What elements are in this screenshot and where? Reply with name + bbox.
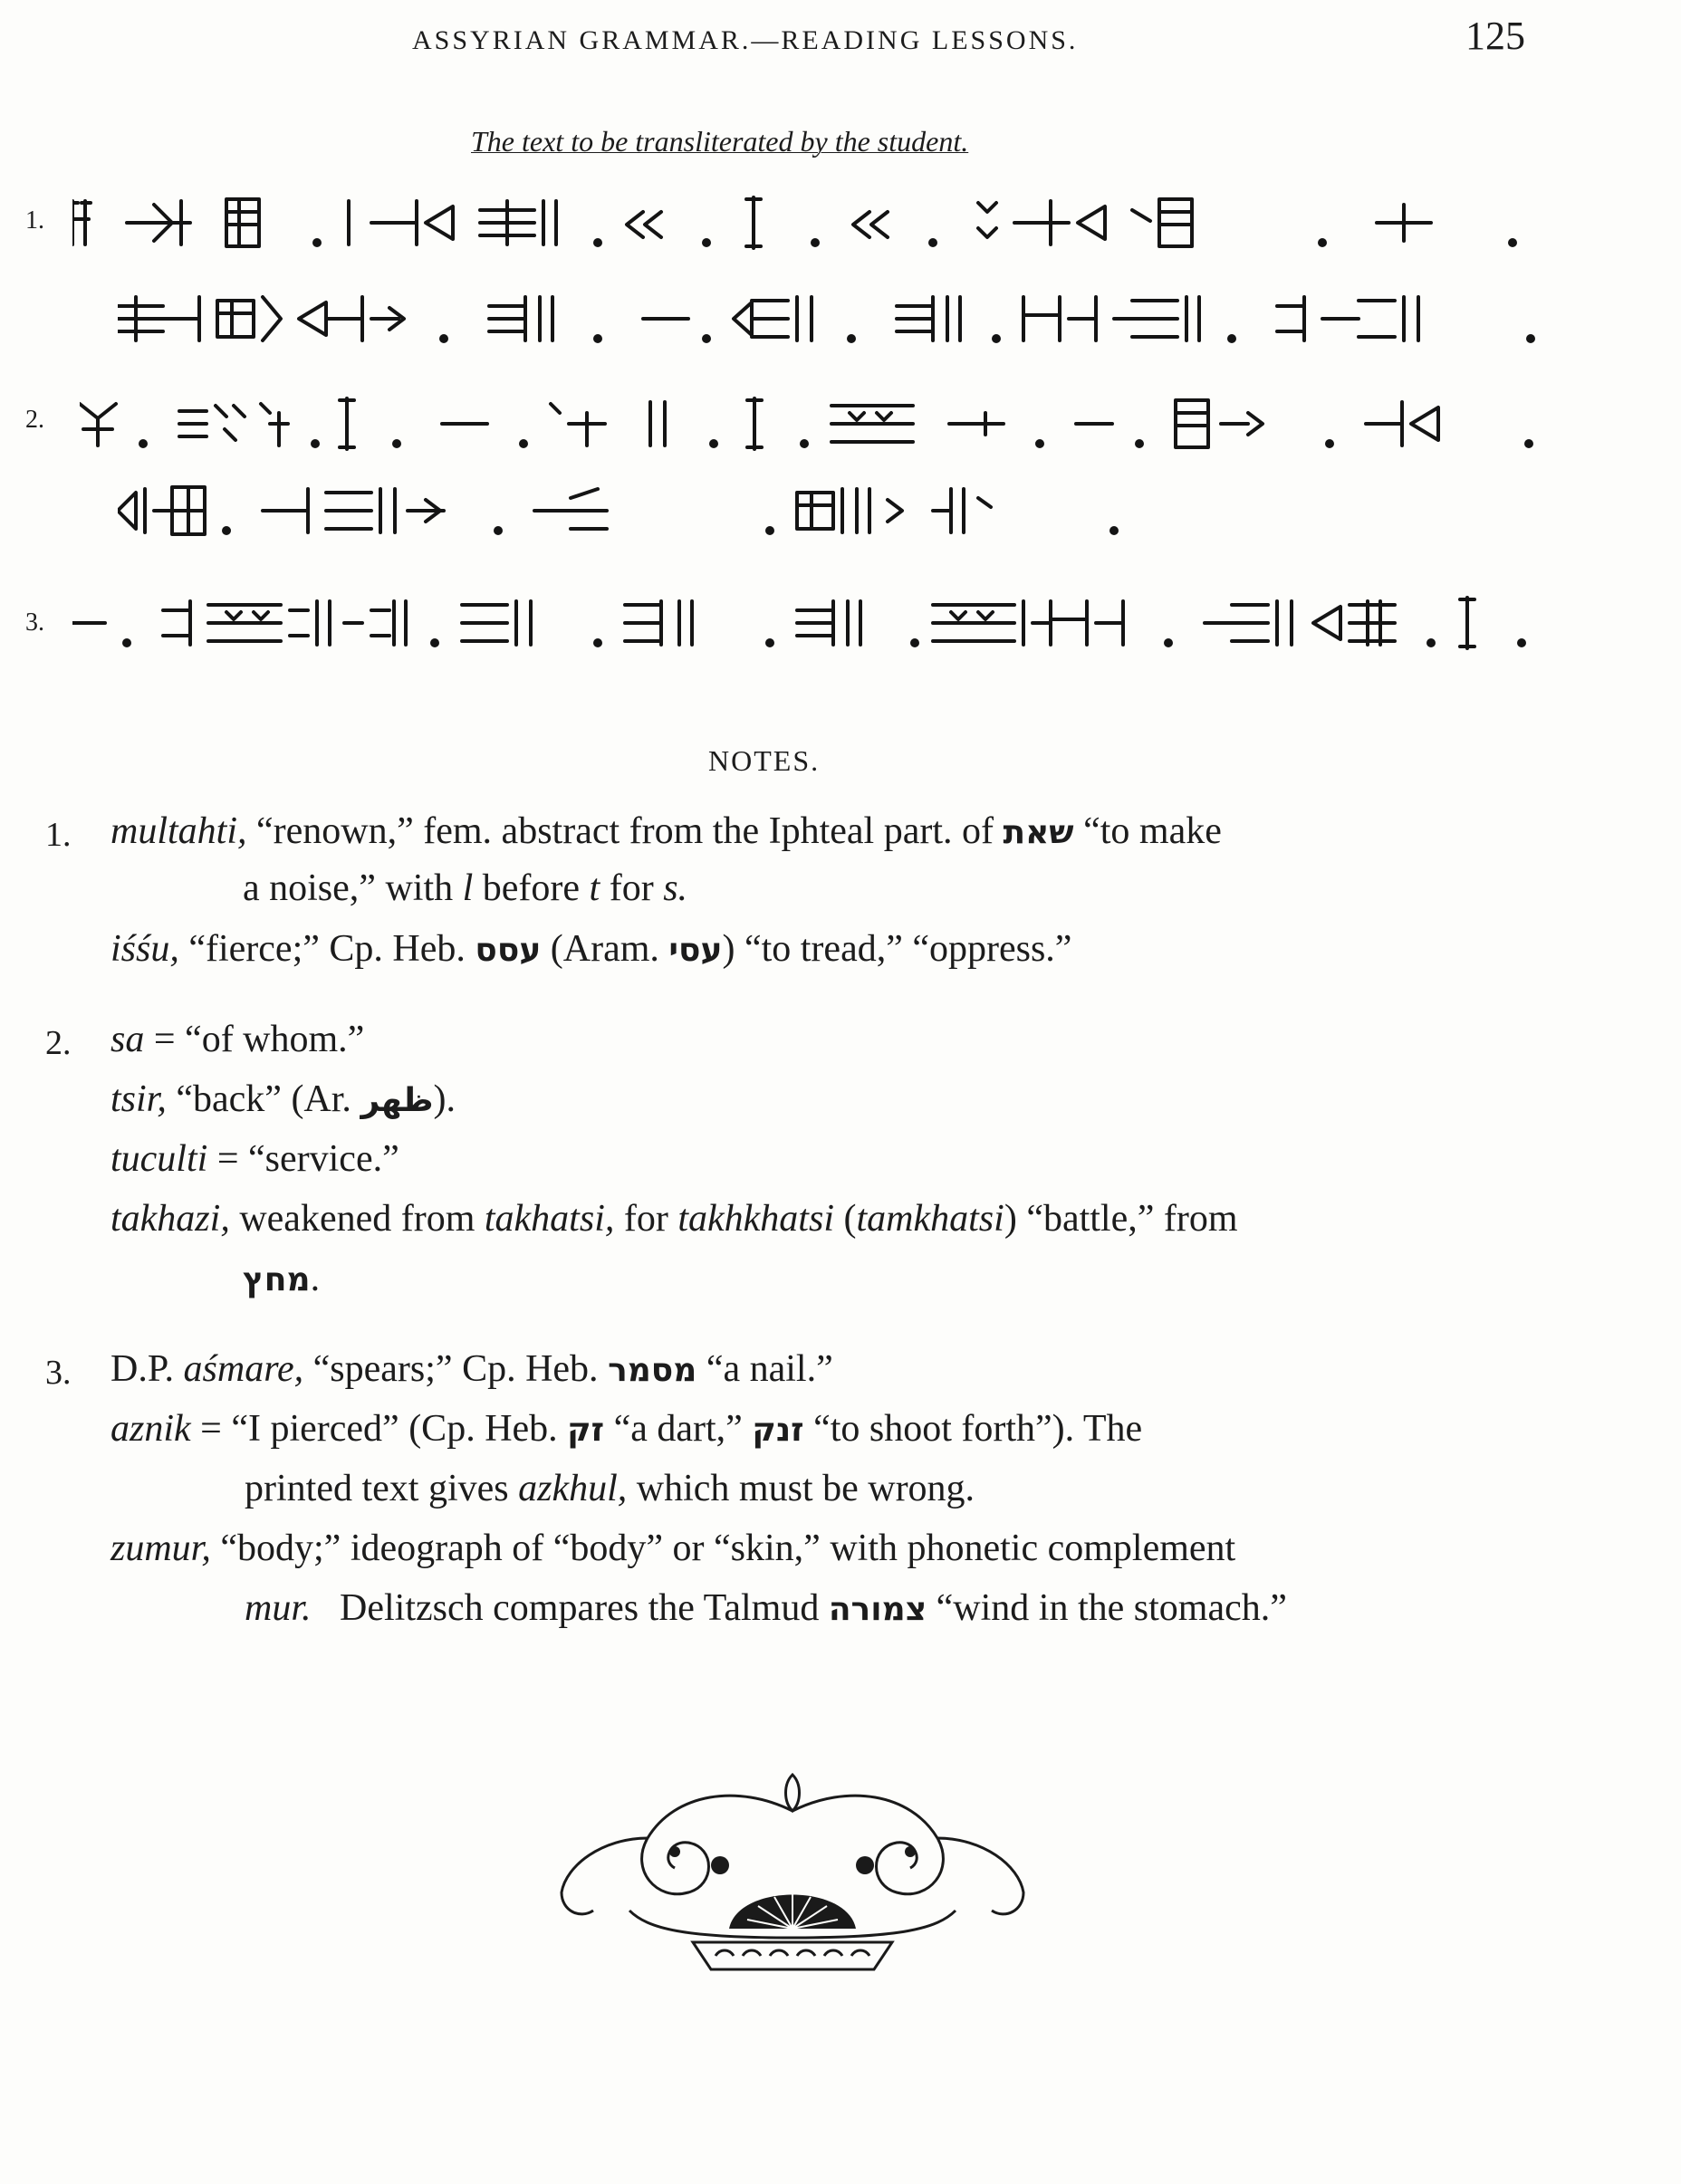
line-number-2: 2.	[25, 406, 44, 434]
note-3-line-4: zumur, “body;” ideograph of “body” or “skin,” with phonetic complement	[110, 1528, 1236, 1569]
note-3-line-5: mur. Delitzsch compares the Talmud צמורה “wind in the stomach.”	[245, 1587, 1287, 1629]
running-title: ASSYRIAN GRAMMAR.—READING LESSONS.	[412, 25, 1079, 55]
hebrew-word: עסס	[475, 932, 542, 969]
notes-heading: NOTES.	[708, 744, 821, 777]
hebrew-word: זנק	[752, 1412, 804, 1449]
note-2-number: 2.	[45, 1024, 72, 1062]
note-1-number: 1.	[45, 816, 72, 854]
hebrew-word: צמורה	[828, 1591, 927, 1628]
aramaic-word: עסי	[668, 932, 723, 969]
note-1-line-3: iśśu, “fierce;” Cp. Heb. עסס (Aram. עסי) “to tread,” “oppress.”	[110, 928, 1072, 970]
hebrew-word: זק	[567, 1412, 605, 1449]
hebrew-word: מחץ	[243, 1261, 311, 1298]
line-number-1: 1.	[25, 206, 44, 235]
cuneiform-line-2a	[80, 393, 1540, 456]
term: iśśu,	[110, 928, 179, 970]
note-3-number: 3.	[45, 1354, 72, 1392]
hebrew-word: מסמר	[608, 1352, 697, 1389]
note-1-line-1: multahti, “renown,” fem. abstract from the Iphteal part. of שאת “to make	[110, 810, 1222, 852]
cuneiform-line-3	[72, 592, 1540, 656]
note-1-line-2: a noise,” with l before t for s.	[243, 867, 688, 909]
subtitle: The text to be transliterated by the student.	[471, 125, 969, 158]
cuneiform-line-1b	[118, 288, 1540, 351]
page-number: 125	[1465, 14, 1525, 58]
note-2-line-1: sa = “of whom.”	[110, 1019, 365, 1060]
note-3-line-2: aznik = “I pierced” (Cp. Heb. זק “a dart,” זנק “to shoot forth”). The	[110, 1408, 1143, 1450]
term: multahti,	[110, 810, 247, 852]
tailpiece-ornament	[557, 1757, 1028, 1992]
note-3-line-1: D.P. aśmare, “spears;” Cp. Heb. מסמר “a nail.”	[110, 1348, 833, 1390]
arabic-word: ظهر	[360, 1082, 434, 1119]
note-2-line-3: tuculti = “service.”	[110, 1138, 399, 1180]
cuneiform-line-1a	[72, 192, 1540, 255]
note-2-line-2: tsir, “back” (Ar. ظهر).	[110, 1078, 456, 1120]
note-2-line-4: takhazi, weakened from takhatsi, for takhkhatsi (tamkhatsi) “battle,” from	[110, 1198, 1238, 1240]
hebrew-word: שאת	[1003, 814, 1074, 851]
note-3-line-3: printed text gives azkhul, which must be wrong.	[245, 1468, 975, 1509]
note-2-line-5: מחץ.	[243, 1258, 321, 1299]
cuneiform-line-2b	[118, 480, 1186, 543]
line-number-3: 3.	[25, 608, 44, 637]
